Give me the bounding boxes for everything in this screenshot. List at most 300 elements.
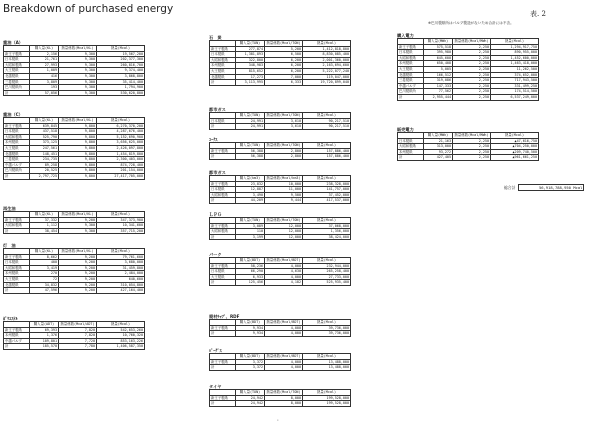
energy-cell: 232,944,000 bbox=[303, 263, 351, 269]
amount-cell: 525,790 bbox=[30, 134, 59, 140]
coefficient-cell: 12,000 bbox=[265, 229, 303, 235]
coefficient-cell: 3,610 bbox=[265, 124, 303, 130]
table-row bbox=[4, 344, 145, 350]
coefficient-cell: 4,182 bbox=[265, 280, 303, 286]
energy-cell: 13,488,000 bbox=[303, 365, 351, 371]
amount-cell: 66,290 bbox=[236, 269, 265, 275]
company-cell: 新王子製紙 bbox=[210, 263, 236, 269]
grand-total-value: 56,918,788,950 Mcal bbox=[518, 184, 584, 191]
column-header: 購入量(KL) bbox=[30, 46, 59, 52]
energy-cell: 1,356,000 bbox=[303, 229, 351, 235]
amount-cell: 2,156 bbox=[30, 51, 59, 57]
company-cell: 計 bbox=[398, 155, 424, 161]
column-header: 購入量(km3) bbox=[236, 176, 265, 182]
company-cell: 日本製紙 bbox=[210, 187, 236, 193]
energy-cell: 199,528,000 bbox=[303, 395, 351, 401]
section-heavy-oil-a bbox=[3, 40, 145, 96]
energy-cell: 174,514,500 bbox=[491, 89, 539, 95]
energy-cell: 90,217,510 bbox=[303, 118, 351, 124]
amount-cell: 20,525 bbox=[30, 168, 59, 174]
data-table bbox=[3, 248, 145, 294]
column-header: 熱量(Mcal) bbox=[97, 249, 145, 255]
data-table bbox=[209, 319, 351, 337]
amount-cell: 21,163 bbox=[424, 138, 453, 144]
amount-cell: 148,451 bbox=[30, 151, 59, 157]
coefficient-cell: 4,000 bbox=[265, 365, 303, 371]
amount-cell: 147,333 bbox=[424, 83, 453, 89]
data-table bbox=[397, 132, 539, 161]
coefficient-cell: 9,200 bbox=[59, 271, 97, 277]
energy-cell: 141,757,000 bbox=[303, 187, 351, 193]
coefficient-cell: 2,250 bbox=[453, 149, 491, 155]
company-cell: 大昭和製紙 bbox=[4, 223, 30, 229]
table-row bbox=[210, 365, 351, 371]
energy-cell: ▲209,740,500 bbox=[491, 149, 539, 155]
amount-cell: 125,456 bbox=[236, 280, 265, 286]
energy-cell: 201,154,000 bbox=[97, 168, 145, 174]
company-cell: 計 bbox=[210, 80, 236, 86]
amount-cell: 185,570 bbox=[30, 344, 59, 350]
energy-cell: ▲47,616,750 bbox=[491, 138, 539, 144]
footnote: ※巴川製紙所はパルプ製造がないため合計には不含。 bbox=[428, 21, 514, 25]
coefficient-cell: 6,333 bbox=[265, 80, 303, 86]
amount-cell: 193 bbox=[30, 85, 59, 91]
energy-cell: 39,736,000 bbox=[303, 325, 351, 331]
company-cell: 三菱製紙 bbox=[4, 79, 30, 85]
energy-cell: 890,955,000 bbox=[491, 50, 539, 56]
section-title: ＬＰＧ bbox=[209, 212, 222, 217]
column-header: 熱量(Mcal) bbox=[491, 133, 539, 139]
coefficient-cell: 2,250 bbox=[453, 144, 491, 150]
company-cell: 新王子製紙 bbox=[398, 44, 424, 50]
coefficient-cell: 2,250 bbox=[453, 155, 491, 161]
company-cell: 大王製紙 bbox=[398, 66, 424, 72]
energy-cell: 5,152,690,900 bbox=[97, 134, 145, 140]
coefficient-cell: 9,500 bbox=[265, 192, 303, 198]
company-cell: 新王子製紙 bbox=[210, 359, 236, 365]
section-kerosene bbox=[3, 243, 145, 294]
column-header: 熱量(Mcal) bbox=[303, 143, 351, 149]
column-header: 熱量(Mcal) bbox=[303, 113, 351, 119]
section-heavy-oil-c bbox=[3, 112, 145, 180]
column-header: 購入量(BDT) bbox=[236, 320, 265, 326]
column-header: 熱量(Mcal) bbox=[303, 258, 351, 264]
company-cell: 大昭和製紙 bbox=[398, 55, 424, 61]
company-cell: 北越製紙 bbox=[4, 73, 30, 79]
column-header: 熱量係数(Mcal/BDT) bbox=[265, 320, 303, 326]
energy-cell: 874,728,400 bbox=[97, 162, 145, 168]
energy-cell: 35,414,400 bbox=[97, 79, 145, 85]
amount-cell: 437,518 bbox=[30, 129, 59, 135]
amount-cell: 110 bbox=[236, 229, 265, 235]
energy-cell: 157,886,400 bbox=[303, 148, 351, 154]
section-title: ﾊﾟｰｸﾞｽ bbox=[209, 348, 222, 353]
amount-cell: 277,874 bbox=[236, 46, 265, 52]
coefficient-cell: 2,250 bbox=[453, 50, 491, 56]
energy-cell: 1,454,819,800 bbox=[97, 151, 145, 157]
coefficient-cell: 10,000 bbox=[265, 181, 303, 187]
column-header: 熱量係数(Mcal/KL) bbox=[59, 46, 97, 52]
column-header: 熱量係数(Mcal/KL) bbox=[59, 118, 97, 124]
column-header: 熱量係数(Mcal/TON) bbox=[265, 390, 303, 396]
column-header: 購入量(TON) bbox=[236, 143, 265, 149]
data-table bbox=[3, 45, 145, 96]
company-cell: 計 bbox=[4, 90, 30, 96]
energy-cell: 1,412,818,800 bbox=[303, 46, 351, 52]
energy-cell: 640,600 bbox=[97, 276, 145, 282]
amount-cell: 9,934 bbox=[236, 331, 265, 337]
section-gas-1 bbox=[209, 107, 351, 130]
column-header: 購入量(KL) bbox=[30, 212, 59, 218]
data-table bbox=[209, 40, 351, 86]
energy-cell: 542,653,260 bbox=[97, 327, 145, 333]
column-header: 熱量係数(Mcal/ADT) bbox=[59, 322, 97, 328]
energy-cell: 310,054,800 bbox=[97, 282, 145, 288]
section-recycled-oil bbox=[3, 206, 145, 234]
coefficient-cell: 9,800 bbox=[59, 134, 97, 140]
energy-cell: 6,537,249,000 bbox=[491, 94, 539, 100]
company-cell: 巴川製紙所 bbox=[4, 168, 30, 174]
section-title: 購入電力 bbox=[397, 33, 414, 38]
company-cell: 新王子製紙 bbox=[4, 327, 30, 333]
amount-cell: 3,089 bbox=[236, 223, 265, 229]
section-title: 石 炭 bbox=[209, 35, 222, 40]
amount-cell: 575,518 bbox=[424, 44, 453, 50]
column-header: 購入量(TON) bbox=[236, 41, 265, 47]
energy-cell: 3,656,625,000 bbox=[97, 140, 145, 146]
company-cell: 大昭和製紙 bbox=[398, 144, 424, 150]
column-header: 熱量係数(Mcal/KL) bbox=[59, 249, 97, 255]
section-title: 重油（C） bbox=[3, 112, 23, 117]
amount-cell: 93,272 bbox=[424, 149, 453, 155]
company-cell: 中越パルプ bbox=[398, 83, 424, 89]
coefficient-cell: 9,800 bbox=[59, 151, 97, 157]
column-header: 熱量係数(Mcal/MWh) bbox=[453, 39, 491, 45]
table-row bbox=[4, 173, 145, 179]
amount-cell: 400 bbox=[30, 260, 59, 266]
column-header: 熱量(Mcal) bbox=[97, 322, 145, 328]
energy-cell: 265,258,400 bbox=[303, 269, 351, 275]
amount-cell: 322,800 bbox=[236, 57, 265, 63]
coefficient-cell: 2,800 bbox=[265, 154, 303, 160]
energy-cell: 27,733,000 bbox=[303, 274, 351, 280]
energy-cell: 38,424,000 bbox=[303, 234, 351, 240]
company-cell: 日本製紙 bbox=[4, 260, 30, 266]
amount-cell: 109,801 bbox=[30, 338, 59, 344]
energy-cell: 6,270,370,200 bbox=[97, 123, 145, 129]
amount-cell: 3,113,995 bbox=[236, 80, 265, 86]
coefficient-cell: 9,200 bbox=[59, 276, 97, 282]
coefficient-cell: 8,000 bbox=[265, 395, 303, 401]
coefficient-cell: 9,300 bbox=[59, 79, 97, 85]
coefficient-cell: 6,200 bbox=[265, 57, 303, 63]
company-cell: 北越製紙 bbox=[4, 151, 30, 157]
amount-cell: 270 bbox=[30, 271, 59, 277]
coefficient-cell: 5,200 bbox=[265, 46, 303, 52]
section-purges bbox=[209, 348, 351, 371]
energy-cell: 2,426,097,800 bbox=[97, 145, 145, 151]
column-header: 熱量係数(Mcal/BDT) bbox=[265, 258, 303, 264]
amount-cell: 2,797,725 bbox=[30, 173, 59, 179]
coefficient-cell: 9,800 bbox=[59, 140, 97, 146]
coefficient-cell: 2,800 bbox=[265, 148, 303, 154]
coefficient-cell: 2,250 bbox=[453, 61, 491, 67]
energy-cell: 5,222,077,240 bbox=[303, 68, 351, 74]
energy-cell: 37,068,000 bbox=[303, 223, 351, 229]
amount-cell: 319,086 bbox=[424, 78, 453, 84]
coefficient-cell: 2,250 bbox=[453, 44, 491, 50]
amount-cell: 395,980 bbox=[424, 50, 453, 56]
energy-cell: 260,816,700 bbox=[97, 62, 145, 68]
coefficient-cell: 6,500 bbox=[265, 52, 303, 58]
energy-cell: 31,459,800 bbox=[97, 265, 145, 271]
coefficient-cell: 2,250 bbox=[453, 138, 491, 144]
section-waste-chip-rdf bbox=[209, 314, 351, 337]
table-row bbox=[210, 234, 351, 240]
column-header: 熱量(Mcal) bbox=[303, 176, 351, 182]
company-cell: 三菱製紙 bbox=[398, 78, 424, 84]
column-header: 熱量係数(Mcal/KL) bbox=[59, 212, 97, 218]
data-table bbox=[209, 353, 351, 371]
energy-cell: 10,760,320 bbox=[97, 333, 145, 339]
energy-cell: 374,652,000 bbox=[491, 72, 539, 78]
section-title: 都市ガス bbox=[209, 107, 226, 112]
amount-cell: 3,809 bbox=[30, 79, 59, 85]
amount-cell: 1,009 bbox=[30, 68, 59, 74]
column-header: 熱量(Mcal) bbox=[303, 354, 351, 360]
company-cell: 巴川製紙所 bbox=[4, 85, 30, 91]
amount-cell: 3,199 bbox=[236, 234, 265, 240]
company-cell: 日本製紙 bbox=[4, 129, 30, 135]
amount-cell: 77,562 bbox=[424, 89, 453, 95]
section-coal bbox=[209, 35, 351, 86]
amount-cell: 645,600 bbox=[424, 55, 453, 61]
amount-cell: 1,381,893 bbox=[236, 52, 265, 58]
coefficient-cell: 8,000 bbox=[265, 401, 303, 407]
amount-cell: 57,056 bbox=[30, 90, 59, 96]
coefficient-cell: 4,000 bbox=[265, 359, 303, 365]
company-cell: 計 bbox=[210, 401, 236, 407]
company-cell: 日本製紙 bbox=[210, 52, 236, 58]
amount-cell: 56,388 bbox=[236, 154, 265, 160]
column-header: 熱量係数(Mcal/km3) bbox=[265, 176, 303, 182]
column-header: 熱量(Mcal) bbox=[303, 218, 351, 224]
company-cell: 大昭和製紙 bbox=[210, 229, 236, 235]
company-cell: 計 bbox=[210, 154, 236, 160]
company-cell: 本州製紙 bbox=[4, 140, 30, 146]
data-table bbox=[3, 321, 145, 350]
energy-cell: 37,452,000 bbox=[303, 192, 351, 198]
column-header: 購入量(BDT) bbox=[236, 258, 265, 264]
section-title: 都市ガス bbox=[209, 170, 226, 175]
data-table bbox=[3, 211, 145, 234]
company-cell: 新王子製紙 bbox=[210, 395, 236, 401]
column-header: 購入量(BDT) bbox=[236, 354, 265, 360]
column-header: 熱量(Mcal) bbox=[303, 390, 351, 396]
table-row bbox=[210, 124, 351, 130]
coefficient-cell: 4,630 bbox=[265, 269, 303, 275]
company-cell: 本州製紙 bbox=[398, 61, 424, 67]
company-cell: 大昭和製紙 bbox=[210, 192, 236, 198]
column-header: 熱量係数(Mcal/BDT) bbox=[265, 354, 303, 360]
energy-cell: 3,680,000 bbox=[97, 260, 145, 266]
section-title: バーク bbox=[209, 252, 222, 257]
data-table bbox=[209, 175, 351, 204]
column-header: 購入量(TON) bbox=[236, 390, 265, 396]
column-header: 熱量係数(Mcal/TON) bbox=[265, 143, 303, 149]
amount-cell: 9,934 bbox=[236, 325, 265, 331]
column-header: 熱量係数(Mcal/MWh) bbox=[453, 133, 491, 139]
amount-cell: 44,209 bbox=[236, 198, 265, 204]
company-cell: 新王子製紙 bbox=[4, 217, 30, 223]
coefficient-cell: 9,300 bbox=[59, 228, 97, 234]
company-cell: 計 bbox=[210, 331, 236, 337]
table-row bbox=[4, 288, 145, 294]
company-cell: 大王製紙 bbox=[4, 145, 30, 151]
amount-cell: 58,236 bbox=[236, 263, 265, 269]
column-header: 熱量(Mcal) bbox=[303, 320, 351, 326]
company-cell: 計 bbox=[4, 288, 30, 294]
energy-cell: 2,484,000 bbox=[97, 271, 145, 277]
amount-cell: 24,991 bbox=[236, 124, 265, 130]
coefficient-cell: 2,250 bbox=[453, 66, 491, 72]
column-header: 購入量(KL) bbox=[30, 118, 59, 124]
coefficient-cell: 3,610 bbox=[265, 118, 303, 124]
table-row bbox=[210, 198, 351, 204]
column-header: 熱量(Mcal) bbox=[491, 39, 539, 45]
energy-cell: 1,463,418,000 bbox=[491, 61, 539, 67]
table-row bbox=[210, 401, 351, 407]
data-table bbox=[397, 38, 539, 101]
energy-cell: 157,886,400 bbox=[303, 154, 351, 160]
amount-cell: 234,735 bbox=[30, 157, 59, 163]
energy-cell: 8,830,085,400 bbox=[303, 52, 351, 58]
section-title: ｺｰｸｽ bbox=[209, 137, 218, 142]
coefficient-cell: 9,200 bbox=[59, 288, 97, 294]
energy-cell: 13,488,000 bbox=[303, 359, 351, 365]
coefficient-cell: 9,300 bbox=[59, 57, 97, 63]
energy-cell: 9,374,400 bbox=[97, 68, 145, 74]
energy-cell: 2,300,403,000 bbox=[97, 157, 145, 163]
amount-cell: 3,372 bbox=[236, 359, 265, 365]
amount-cell: 373,125 bbox=[30, 140, 59, 146]
amount-cell: 427,405 bbox=[424, 155, 453, 161]
amount-cell: 650,408 bbox=[424, 61, 453, 67]
company-cell: 日本製紙 bbox=[210, 118, 236, 124]
amount-cell: 56,388 bbox=[236, 148, 265, 154]
company-cell: 計 bbox=[210, 198, 236, 204]
section-purchased-electricity bbox=[397, 33, 539, 101]
column-header: 熱量(Mcal) bbox=[303, 41, 351, 47]
amount-cell: 2,955,444 bbox=[424, 94, 453, 100]
company-cell: 計 bbox=[210, 280, 236, 286]
company-cell: 中越パルプ bbox=[4, 162, 30, 168]
data-table bbox=[209, 142, 351, 160]
page-number: 表. 2 bbox=[530, 10, 546, 18]
energy-cell: 90,217,510 bbox=[303, 124, 351, 130]
coefficient-cell: 4,000 bbox=[265, 274, 303, 280]
amount-cell: 89,258 bbox=[30, 162, 59, 168]
energy-cell: 1,406,587,350 bbox=[97, 344, 145, 350]
table-row bbox=[210, 331, 351, 337]
company-cell: 計 bbox=[210, 365, 236, 371]
energy-cell: 331,499,250 bbox=[491, 83, 539, 89]
grand-total bbox=[504, 184, 584, 191]
amount-cell: 1,112 bbox=[30, 223, 59, 229]
energy-cell: 3,868,800 bbox=[97, 73, 145, 79]
coefficient-cell: 4,000 bbox=[265, 263, 303, 269]
energy-cell: 4,287,676,400 bbox=[97, 129, 145, 135]
company-cell: 計 bbox=[210, 124, 236, 130]
column-header: 熱量係数(Mcal/TON) bbox=[265, 218, 303, 224]
company-cell: 三菱製紙 bbox=[4, 157, 30, 163]
amount-cell: 166,512 bbox=[424, 72, 453, 78]
energy-cell: 1,452,600,000 bbox=[491, 55, 539, 61]
company-cell: 計 bbox=[210, 234, 236, 240]
coefficient-cell: 9,300 bbox=[59, 223, 97, 229]
coefficient-cell: 9,800 bbox=[59, 162, 97, 168]
energy-cell: 1,794,900 bbox=[97, 85, 145, 91]
energy-cell: 357,715,200 bbox=[97, 228, 145, 234]
company-cell: 北越製紙 bbox=[210, 74, 236, 80]
energy-cell: 717,943,500 bbox=[491, 78, 539, 84]
coefficient-cell: 9,200 bbox=[59, 265, 97, 271]
company-cell: 大王製紙 bbox=[210, 274, 236, 280]
data-table bbox=[209, 389, 351, 407]
company-cell: 北越製紙 bbox=[4, 282, 30, 288]
grand-total-label: 総合計 bbox=[504, 184, 516, 190]
coefficient-cell: 9,300 bbox=[59, 51, 97, 57]
energy-cell: 417,537,000 bbox=[303, 198, 351, 204]
energy-cell: 19,720,899,040 bbox=[303, 80, 351, 86]
energy-cell: 1,294,917,750 bbox=[491, 44, 539, 50]
energy-cell: 19,567,200 bbox=[97, 51, 145, 57]
energy-cell: 530,620,800 bbox=[97, 90, 145, 96]
coefficient-cell: 9,200 bbox=[59, 282, 97, 288]
footer-mark: ﾞ bbox=[277, 420, 280, 426]
data-table bbox=[209, 257, 351, 286]
amount-cell: 27,993 bbox=[30, 62, 59, 68]
coefficient-cell: 9,200 bbox=[59, 254, 97, 260]
company-cell: 大王製紙 bbox=[4, 276, 30, 282]
amount-cell: 8,662 bbox=[30, 254, 59, 260]
column-header: 熱量(Mcal) bbox=[97, 46, 145, 52]
energy-cell: 427,164,400 bbox=[97, 288, 145, 294]
data-table bbox=[209, 217, 351, 240]
coefficient-cell: 9,800 bbox=[59, 168, 97, 174]
section-city-gas bbox=[209, 170, 351, 204]
amount-cell: 3,372 bbox=[236, 365, 265, 371]
company-cell: 計 bbox=[398, 94, 424, 100]
energy-cell: 39,736,000 bbox=[303, 331, 351, 337]
coefficient-cell: 6,200 bbox=[265, 63, 303, 69]
coefficient-cell: 4,000 bbox=[265, 325, 303, 331]
column-header: 熱量(Mcal) bbox=[97, 118, 145, 124]
energy-cell: 238,328,000 bbox=[303, 181, 351, 187]
company-cell: 新王子製紙 bbox=[210, 46, 236, 52]
company-cell: 日本製紙 bbox=[398, 50, 424, 56]
page-title: Breakdown of purchased energy bbox=[3, 3, 174, 15]
section-title: 廃材ﾁｯﾌﾟ、RDF bbox=[209, 314, 240, 319]
energy-cell: 10,341,600 bbox=[97, 223, 145, 229]
amount-cell: 34,832 bbox=[30, 282, 59, 288]
amount-cell: 38,454 bbox=[30, 228, 59, 234]
coefficient-cell: 9,800 bbox=[59, 123, 97, 129]
column-header: 熱量係数(Mcal/TON) bbox=[265, 41, 303, 47]
company-cell: 大昭和製紙 bbox=[210, 57, 236, 63]
column-header: 購入量(TON) bbox=[236, 218, 265, 224]
coefficient-cell: 12,000 bbox=[265, 234, 303, 240]
